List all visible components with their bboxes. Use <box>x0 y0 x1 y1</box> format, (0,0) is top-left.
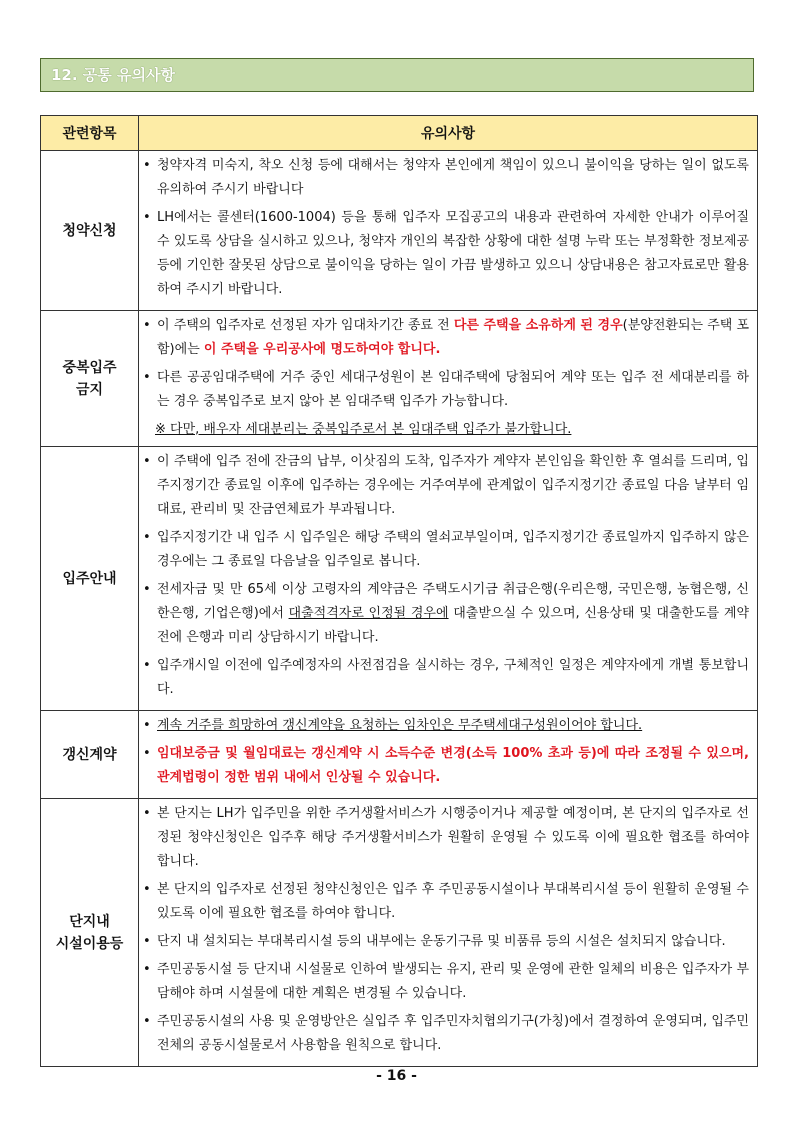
row-notices <box>139 711 758 799</box>
bullet-icon: • <box>143 658 151 673</box>
bullet-icon: • <box>143 530 151 545</box>
notice-note: ※ 다만, 배우자 세대분리는 중복입주로서 본 임대주택 입주가 불가합니다. <box>155 422 572 437</box>
notice-text: 대출적격자로 인정될 경우에 <box>288 606 449 621</box>
notice-item <box>141 654 749 702</box>
notice-text: 단지 내 설치되는 부대복리시설 등의 내부에는 운동기구류 및 비품류 등의 시설은 설치되지 않습니다. <box>157 934 726 949</box>
notice-item <box>141 450 749 522</box>
notice-item <box>141 1010 749 1058</box>
notice-text: LH에서는 콜센터(1600-1004) 등을 통해 입주자 모집공고의 내용과 관련하여 자세한 안내가 이루어질 수 있도록 상담을 실시하고 있으나, 청약자 개인의 복잡한 상황에 대한 설명 누락 또는 부정확한 정보제공 등에 기인한 잘못된 상담으로 불이익을 당하는 일이 가끔 발생하고 있으니 상담내용은 참고자료로만 활용하여 주시기 바랍니다. <box>157 210 749 297</box>
bullet-icon: • <box>143 718 151 733</box>
header-notice: 유의사항 <box>139 116 758 151</box>
page-number: - 16 - <box>376 1068 417 1084</box>
bullet-icon: • <box>143 158 151 173</box>
notice-text: 이 주택에 입주 전에 잔금의 납부, 이삿짐의 도착, 입주자가 계약자 본인임을 확인한 후 열쇠를 드리며, 입주지정기간 종료일 이후에 입주하는 경우에는 거주여부에 관계없이 입주지정기간 종료일 다음 날부터 임대료, 관리비 및 잔금연체료가 부과됩니다. <box>157 454 749 517</box>
table-row <box>41 151 758 311</box>
bullet-icon: • <box>143 454 151 469</box>
notice-text: 이 주택의 입주자로 선정된 자가 임대차기간 종료 전 <box>157 318 454 333</box>
table-row <box>41 711 758 799</box>
table-row <box>41 799 758 1067</box>
notice-item <box>141 366 749 414</box>
notice-item <box>141 526 749 574</box>
bullet-icon: • <box>143 582 151 597</box>
notice-item <box>141 878 749 926</box>
row-notices <box>139 799 758 1067</box>
notice-text: 입주지정기간 내 입주 시 입주일은 해당 주택의 열쇠교부일이며, 입주지정기간 종료일까지 입주하지 않은 경우에는 그 종료일 다음날을 입주일로 봅니다. <box>157 530 749 569</box>
bullet-icon: • <box>143 746 151 761</box>
table-row <box>41 447 758 711</box>
notice-text: 본 단지의 입주자로 선정된 청약신청인은 입주 후 주민공동시설이나 부대복리시설 등이 원활히 운영될 수 있도록 이에 필요한 협조를 하여야 합니다. <box>157 882 749 921</box>
table-header-row <box>41 116 758 151</box>
notice-text: 본 단지는 LH가 입주민을 위한 주거생활서비스가 시행중이거나 제공할 예정이며, 본 단지의 입주자로 선정된 청약신청인은 입주후 해당 주거생활서비스가 원활히 운영될 수 있도록 이에 필요한 협조를 하여야 합니다. <box>157 806 749 869</box>
notice-text: (분양전환되는 주택 포함)에는 <box>157 318 750 357</box>
notice-text: 다른 공공임대주택에 거주 중인 세대구성원이 본 임대주택에 당첨되어 계약 또는 입주 전 세대분리를 하는 경우 중복입주로 보지 않아 본 임대주택 입주가 가능합니다. <box>157 370 749 409</box>
notice-item <box>141 578 749 650</box>
row-category: 갱신계약 <box>41 711 139 799</box>
notice-text: 이 주택을 우리공사에 명도하여야 합니다. <box>203 342 441 357</box>
notice-text: 주민공동시설 등 단지내 시설물로 인하여 발생되는 유지, 관리 및 운영에 관한 일체의 비용은 입주자가 부담해야 하며 시설물에 대한 계획은 변경될 수 있습니다. <box>157 962 749 1001</box>
header-category: 관련항목 <box>41 116 139 151</box>
row-notices <box>139 311 758 447</box>
notice-item <box>141 714 749 738</box>
row-category: 청약신청 <box>41 151 139 311</box>
bullet-icon: • <box>143 210 151 225</box>
notice-text: 다른 주택을 소유하게 된 경우 <box>453 318 623 333</box>
row-category: 단지내 시설이용등 <box>41 799 139 1067</box>
notice-item <box>141 314 749 362</box>
notice-item <box>141 154 749 202</box>
notice-text: 대출받으실 수 있으며, 신용상태 및 대출한도를 계약전에 은행과 미리 상담하시기 바랍니다. <box>157 606 749 645</box>
row-notices <box>139 151 758 311</box>
table-row <box>41 311 758 447</box>
notice-item <box>141 742 749 790</box>
bullet-icon: • <box>143 318 151 333</box>
bullet-icon: • <box>143 1014 151 1029</box>
notice-item <box>141 206 749 302</box>
notice-item <box>141 930 749 954</box>
notice-text: 입주개시일 이전에 입주예정자의 사전점검을 실시하는 경우, 구체적인 일정은 계약자에게 개별 통보합니다. <box>157 658 749 697</box>
notice-text: 주민공동시설의 사용 및 운영방안은 실입주 후 입주민자치협의기구(가칭)에서 결정하여 운영되며, 입주민 전체의 공동시설물로서 사용함을 원칙으로 합니다. <box>157 1014 749 1053</box>
notice-text: 전세자금 및 만 65세 이상 고령자의 계약금은 주택도시기금 취급은행(우리은행, 국민은행, 농협은행, 신한은행, 기업은행)에서 <box>157 582 749 621</box>
bullet-icon: • <box>143 934 151 949</box>
bullet-icon: • <box>143 806 151 821</box>
bullet-icon: • <box>143 962 151 977</box>
notice-text: 임대보증금 및 월임대료는 갱신계약 시 소득수준 변경(소득 100% 초과 등)에 따라 조정될 수 있으며, 관계법령이 정한 범위 내에서 인상될 수 있습니다. <box>157 746 749 785</box>
row-category: 중복입주 금지 <box>41 311 139 447</box>
row-category: 입주안내 <box>41 447 139 711</box>
notice-text: 청약자격 미숙지, 착오 신청 등에 대해서는 청약자 본인에게 책임이 있으니 불이익을 당하는 일이 없도록 유의하여 주시기 바랍니다 <box>157 158 749 197</box>
bullet-icon: • <box>143 370 151 385</box>
section-title: 12. 공통 유의사항 <box>40 58 754 92</box>
bullet-icon: • <box>143 882 151 897</box>
notice-table <box>40 115 758 1067</box>
row-notices <box>139 447 758 711</box>
notice-item <box>141 958 749 1006</box>
notice-text: 계속 거주를 희망하여 갱신계약을 요청하는 임차인은 무주택세대구성원이어야 합니다. <box>157 718 643 733</box>
notice-item <box>141 802 749 874</box>
